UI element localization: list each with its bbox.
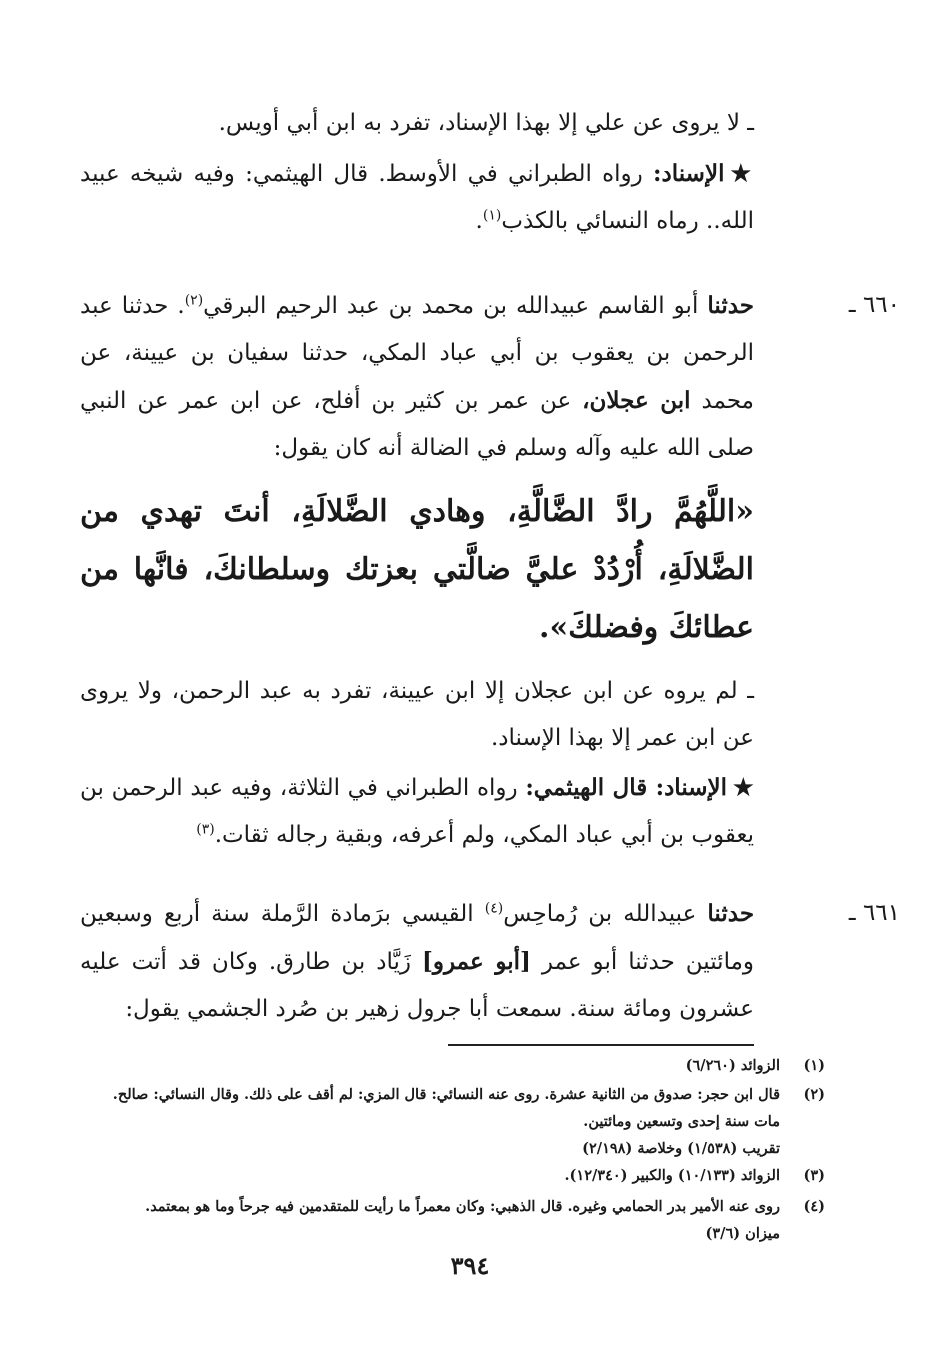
footnote-line: ميزان (٣/٦) [705,1225,780,1242]
footnote-line: تقريب (١/٥٣٨) وخلاصة (٢/١٩٨) [582,1140,780,1157]
chain-text: القيسي برَمادة الرَّملة سنة أربع وسبعين ومائتين حدثنا أبو عمر [80,901,755,975]
footnote-line: الزوائد (١٠/١٣٣) والكبير (١٢/٣٤٠). [564,1167,780,1184]
footnote-line: مات سنة إحدى وتسعين ومائتين. [583,1113,780,1130]
hadith-chain-661 [80,890,754,1033]
footnote-3 [0,1162,940,1189]
footnote-divider [448,1044,754,1046]
star-icon: ★ [733,774,755,801]
note-text: ـ لم يروه عن ابن عجلان إلا ابن عيينة، تفرد به عبد الرحمن، ولا يروى عن ابن عمر إلا بهذا الإسناد. [80,678,754,751]
lead-word: حدثنا [707,900,755,927]
page-number: ٣٩٤ [450,1251,490,1280]
footnote-1 [0,1052,940,1079]
footnote-line: قال ابن حجر: صدوق من الثانية عشرة. روى عنه النسائي: قال المزي: لم أقف على ذلك. وقال النسائي: صالح. [112,1086,780,1103]
footnote-ref: (٢) [184,292,204,309]
footnote-4 [0,1193,940,1247]
footnote-number: (٢) [803,1086,825,1103]
isnad-text: رواه الطبراني في الأوسط. قال الهيثمي: وفيه شيخه عبيد الله.. رماه النسائي بالكذب [80,161,754,234]
footnote-number: (٤) [803,1198,825,1215]
hadith-matn-660 [80,483,754,657]
footnote-number: (١) [803,1057,825,1074]
chain-text: زَيَّاد بن طارق. وكان قد أتت عليه عشرون ومائة سنة. سمعت أبا جرول زهير بن صُرد الجشمي يقول: [80,949,754,1022]
footnote-line: روى عنه الأمير بدر الحمامي وغيره. قال الذهبي: وكان معمراً ما رأيت للمتقدمين فيه جرحاً وما هو بمعتمد. [145,1198,780,1215]
hadith-number [770,890,900,937]
footnote-line: الزوائد (٦/٢٦٠) [685,1057,780,1074]
star-icon: ★ [730,160,755,187]
isnad-paragraph [80,150,754,245]
isnad-paragraph-660 [80,764,754,859]
hadith-number-value: ٦٦١ [862,900,900,926]
hadith-dash: ـ [848,292,856,318]
footnote-text [80,1193,780,1247]
hadith-number [770,282,900,329]
hadith-dash: ـ [848,900,856,926]
footnote-text [80,1162,780,1189]
narration-note-660 [80,668,754,762]
footnote-text [80,1081,780,1162]
isnad-label: الإسناد: [653,160,725,187]
isnad-text: رواه الطبراني في الثلاثة، وفيه عبد الرحمن بن يعقوب بن أبي عباد المكي، ولم أعرفه، وبقية رجاله ثقات. [80,775,754,848]
chain-text: عن عمر بن كثير بن أفلح، عن ابن عمر عن النبي صلى الله عليه وآله وسلم في الضالة أنه كان يقول: [80,388,754,461]
hadith-chain-660 [80,282,754,472]
chain-text: أبو القاسم عبيدالله بن محمد بن عبد الرحيم البرقي [203,293,699,319]
bold-name: ابن عجلان، [582,387,691,414]
footnote-text [80,1052,780,1079]
narration-note-line [110,100,754,147]
footnote-number: (٣) [803,1167,825,1184]
lead-word: حدثنا [707,292,755,319]
isnad-end: . [475,208,483,234]
footnote-ref: (٣) [196,821,215,838]
isnad-label: الإسناد: قال الهيثمي: [525,774,728,801]
chain-text: . حدثنا عبد الرحمن بن يعقوب بن أبي عباد المكي، حدثنا سفيان بن عيينة، عن محمد [80,293,754,414]
footnote-ref: (١) [482,207,502,224]
note-text: ـ لا يروى عن علي إلا بهذا الإسناد، تفرد به ابن أبي أويس. [218,110,754,136]
footnote-2 [0,1081,940,1162]
bold-name: [أبو عمرو] [422,948,531,975]
matn-text: «اللَّهُمَّ رادَّ الضَّالَّةِ، وهادي الضَّلالَةِ، أنتَ تهدي من الضَّلالَةِ، أُرْدُدْ عليَّ ضالَّتي بعزتك وسلطانكَ، فانَّها من عطائكَ وفضلكَ». [80,494,754,645]
hadith-number-value: ٦٦٠ [862,292,900,318]
chain-text: عبيدالله بن رُماحِس [503,901,697,927]
footnote-ref: (٤) [484,900,504,917]
